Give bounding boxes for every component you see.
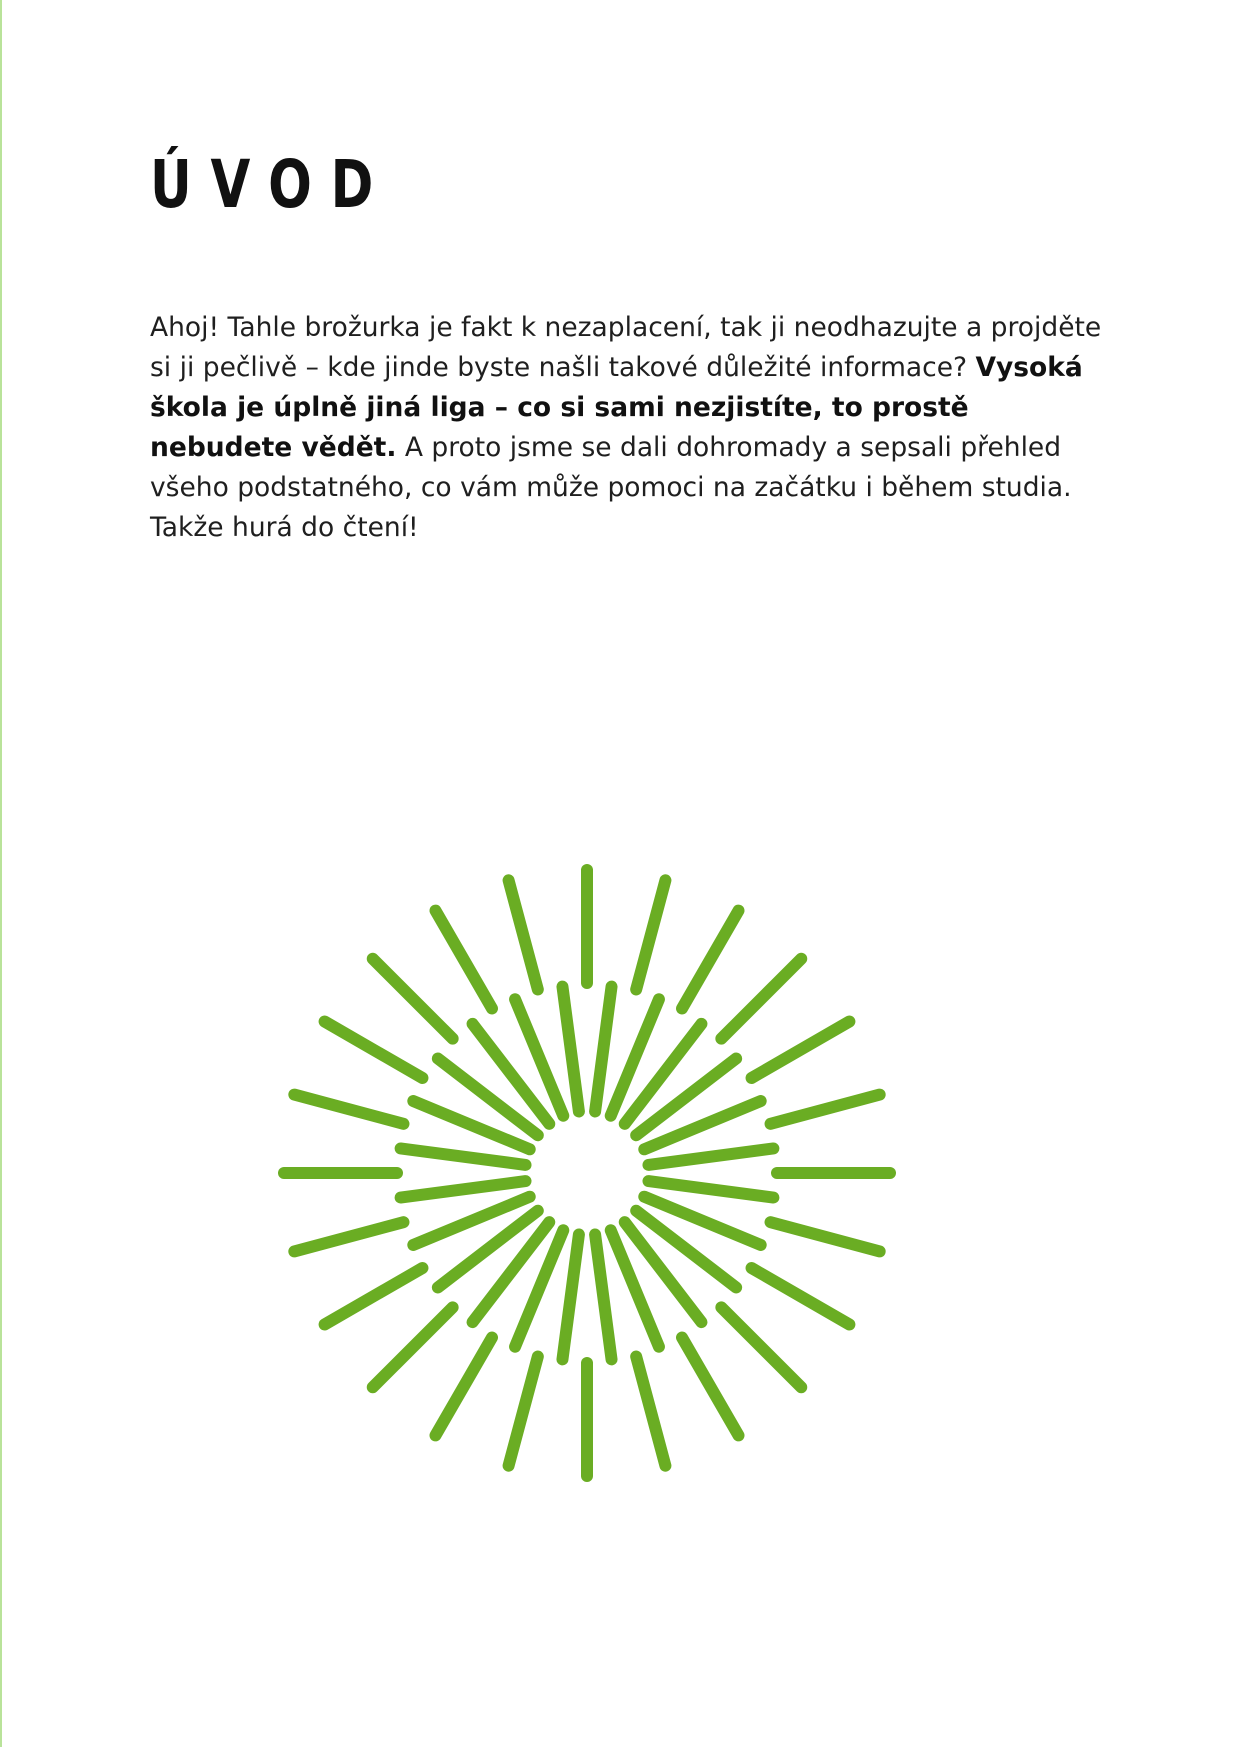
sunburst-outer-ray xyxy=(636,1357,665,1466)
sunburst-inner-ray xyxy=(595,1234,611,1359)
page-title: ÚVOD xyxy=(150,146,393,223)
sunburst-inner-ray xyxy=(562,987,578,1112)
sunburst-outer-ray xyxy=(771,1095,880,1124)
sunburst-outer-ray xyxy=(325,1022,423,1079)
sunburst-inner-ray xyxy=(401,1181,526,1197)
sunburst-outer-ray xyxy=(682,911,739,1009)
sunburst-inner-ray xyxy=(595,987,611,1112)
sunburst-outer-ray xyxy=(752,1268,850,1325)
page-edge xyxy=(0,0,2,1747)
intro-text-start: Ahoj! Tahle brožurka je fakt k nezaplacení, tak ji neodhazujte a projděte si ji pečlivě – kde jinde byste našli takové důležité informace? xyxy=(150,312,1102,383)
sunburst-outer-ray xyxy=(682,1338,739,1436)
sunburst-outer-ray xyxy=(294,1222,403,1251)
sunburst-outer-ray xyxy=(721,959,801,1039)
sunburst-inner-ray xyxy=(562,1234,578,1359)
sunburst-outer-ray xyxy=(373,959,453,1039)
sunburst-outer-ray xyxy=(436,1338,493,1436)
sunburst-inner-ray xyxy=(648,1148,773,1164)
sunburst-outer-ray xyxy=(373,1307,453,1387)
sunburst-rays xyxy=(284,870,890,1476)
sunburst-icon xyxy=(262,848,912,1498)
sunburst-outer-ray xyxy=(294,1095,403,1124)
sunburst-outer-ray xyxy=(771,1222,880,1251)
sunburst-outer-ray xyxy=(436,911,493,1009)
sunburst-outer-ray xyxy=(636,880,665,989)
sunburst-inner-ray xyxy=(648,1181,773,1197)
sunburst-outer-ray xyxy=(509,880,538,989)
sunburst-outer-ray xyxy=(325,1268,423,1325)
sunburst-outer-ray xyxy=(721,1307,801,1387)
sunburst-outer-ray xyxy=(509,1357,538,1466)
sunburst-inner-ray xyxy=(401,1148,526,1164)
sunburst-outer-ray xyxy=(752,1022,850,1079)
intro-paragraph xyxy=(150,308,1110,548)
intro-text-bold: Vysoká škola je úplně jiná liga – co si sami nezjistíte, to prostě nebudete vědět. xyxy=(150,352,1083,463)
intro-text-end: A proto jsme se dali dohromady a sepsali přehled všeho podstatného, co vám může pomoci na začátku i během studia. Takže hurá do čtení! xyxy=(150,432,1072,543)
